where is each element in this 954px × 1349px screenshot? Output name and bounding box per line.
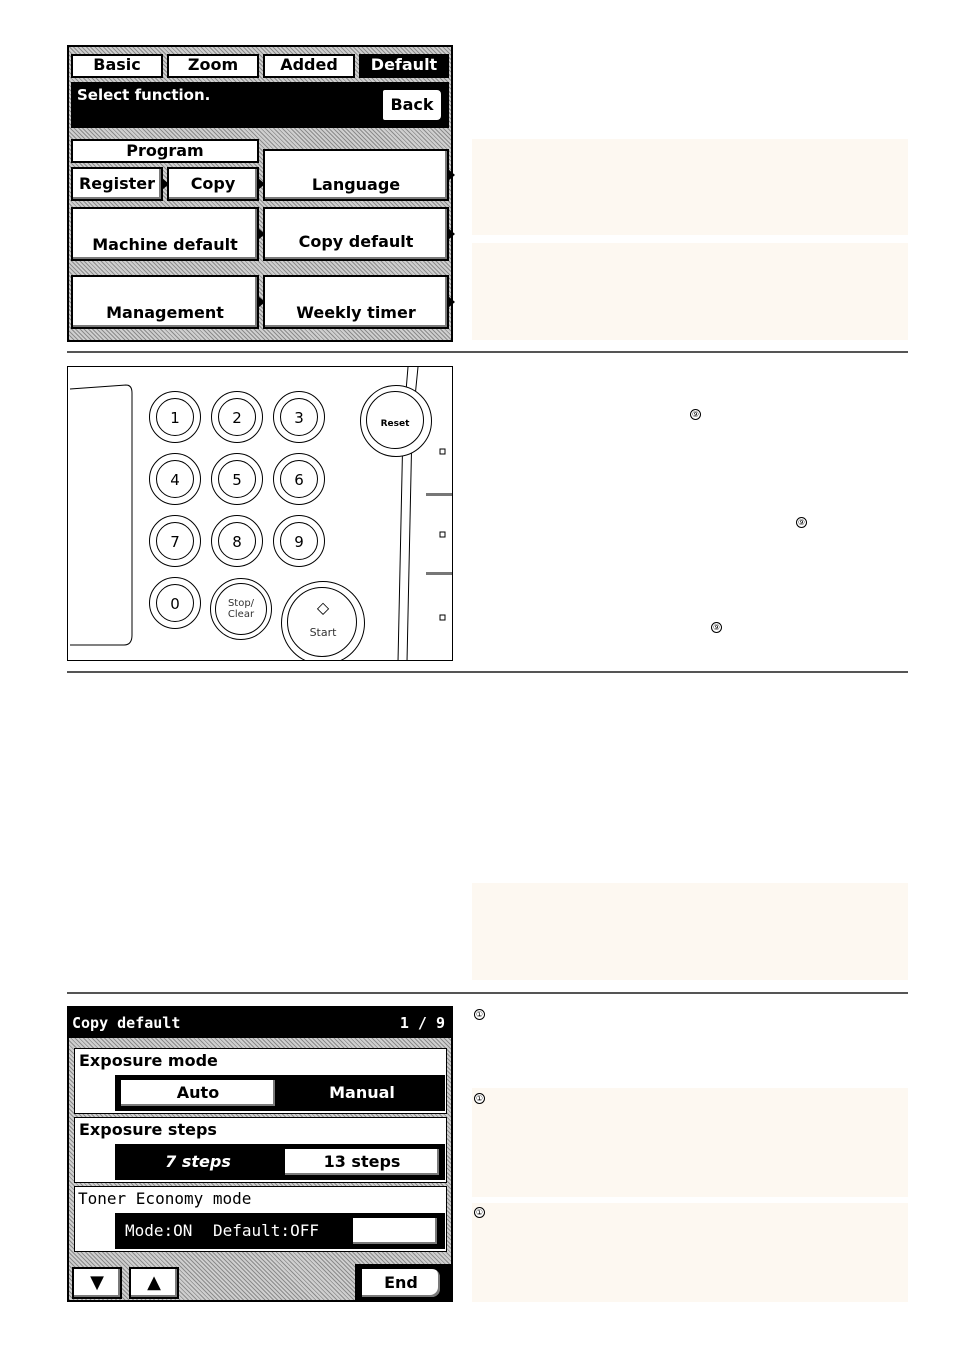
copy-default-button[interactable] [263,207,449,261]
scroll-down-button[interactable] [72,1267,122,1299]
key-8-ring[interactable] [211,515,263,567]
management-label: Management [106,303,224,322]
section-divider-3 [67,992,908,994]
start-inner [287,587,357,657]
default-menu-screen [67,45,453,342]
tab-basic[interactable]: Basic [71,54,163,78]
register-label: Register [78,174,156,193]
key-1: 1 [156,398,194,436]
key-7: 7 [156,522,194,560]
step-1-marker-1: ① [475,1010,484,1019]
seven-steps-label: 7 steps [165,1152,231,1171]
key-3: 3 [280,398,318,436]
copy-default-label: Copy default [298,232,414,251]
section-divider-1 [67,351,908,353]
key-4: 4 [156,460,194,498]
step-9-marker-3: ⑨ [712,623,721,632]
seven-steps-button[interactable] [119,1147,277,1177]
stop-clear-label-1: Stop/ [227,598,255,609]
arrow-right-icon [448,296,455,308]
key-3-ring[interactable] [273,391,325,443]
stop-clear-inner [215,583,267,635]
note-box-3 [472,883,908,980]
program-copy-label: Copy [190,174,236,193]
change-label: Change [366,1221,424,1240]
key-2-ring[interactable] [211,391,263,443]
copy-default-title-bar [69,1008,451,1038]
auto-button[interactable] [119,1078,277,1108]
start-diamond-icon: ◇ [316,598,330,617]
key-0: 0 [156,584,194,622]
change-button[interactable] [351,1216,439,1246]
up-arrow-icon: ▲ [147,1272,161,1293]
step-9-marker-1: ⑨ [691,410,700,419]
step-1-marker-2: ① [475,1094,484,1103]
weekly-timer-label: Weekly timer [296,303,416,322]
reset-inner [366,391,424,449]
key-5-ring[interactable] [211,453,263,505]
end-button[interactable] [360,1267,442,1299]
machine-default-label: Machine default [92,235,238,254]
key-7-ring[interactable] [149,515,201,567]
management-button[interactable] [71,275,259,329]
copy-default-screen [67,1006,453,1302]
program-copy-button[interactable] [167,167,259,201]
manual-label: Manual [329,1083,395,1102]
tab-default[interactable]: Default [359,54,449,78]
step-1-marker-3: ① [475,1208,484,1217]
start-label: Start [309,626,337,639]
note-box-5 [472,1203,908,1302]
key-1-ring[interactable] [149,391,201,443]
section-divider-2 [67,671,908,673]
exposure-mode-panel [74,1048,447,1114]
exposure-steps-label: Exposure steps [79,1120,217,1139]
page-indicator: 1 / 9 [399,1014,445,1032]
auto-label: Auto [176,1083,220,1102]
arrow-right-icon [438,1225,445,1237]
reset-label: Reset [380,419,410,429]
default-status: Default:OFF [213,1221,319,1240]
note-box-1 [472,139,908,235]
down-arrow-icon: ▼ [90,1272,104,1293]
thirteen-steps-label: 13 steps [323,1152,401,1171]
reset-key[interactable] [360,385,432,457]
manual-button[interactable] [283,1078,441,1108]
toner-status-bar [115,1213,445,1249]
exposure-steps-panel [74,1117,447,1183]
back-button[interactable] [383,90,441,120]
key-5: 5 [218,460,256,498]
register-button[interactable] [71,167,163,201]
scroll-up-button[interactable] [129,1267,179,1299]
tab-zoom[interactable]: Zoom [167,54,259,78]
key-9: 9 [280,522,318,560]
toner-economy-panel [74,1186,447,1252]
language-label: Language [311,175,401,194]
tab-added[interactable]: Added [263,54,355,78]
keypad-panel [67,366,453,661]
key-6-ring[interactable] [273,453,325,505]
key-4-ring[interactable] [149,453,201,505]
weekly-timer-button[interactable] [263,275,449,329]
step-9-marker-2: ⑨ [797,518,806,527]
toner-economy-label: Toner Economy mode [78,1189,252,1208]
language-button[interactable] [263,149,449,201]
stop-clear-key[interactable] [210,578,272,640]
key-9-ring[interactable] [273,515,325,567]
copy-default-title: Copy default [72,1014,181,1032]
note-box-4 [472,1088,908,1197]
end-label: End [384,1273,418,1292]
arrow-right-icon [448,228,455,240]
program-label: Program [71,139,259,163]
exposure-mode-label: Exposure mode [79,1051,218,1070]
thirteen-steps-button[interactable] [283,1147,441,1177]
mode-status: Mode:ON [125,1221,193,1240]
key-6: 6 [280,460,318,498]
key-8: 8 [218,522,256,560]
note-box-2 [472,243,908,340]
start-key[interactable] [281,581,365,661]
stop-clear-label-2: Clear [227,609,255,620]
message-bar [71,82,449,128]
key-0-ring[interactable] [149,577,201,629]
machine-default-button[interactable] [71,207,259,261]
key-2: 2 [218,398,256,436]
arrow-right-icon [448,169,455,181]
back-button-label: Back [390,95,434,114]
message-text: Select function. [77,86,211,104]
